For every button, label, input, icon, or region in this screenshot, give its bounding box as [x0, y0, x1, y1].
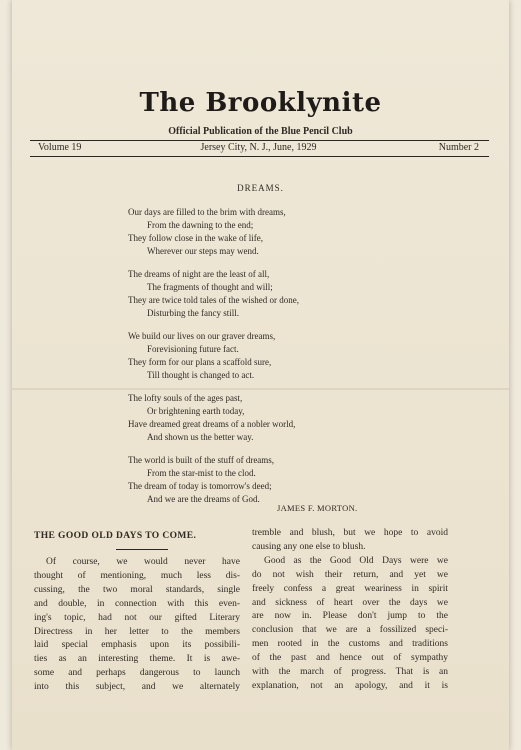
- poem-line: Our days are filled to the brim with dreams,: [128, 207, 286, 217]
- volume-label: Volume 19: [38, 142, 82, 153]
- article-line: some and perhaps dangerous to launch: [34, 668, 240, 679]
- article-line: ing's topic, had not our gifted Literary: [34, 612, 240, 623]
- masthead-title: The Brooklynite: [139, 88, 382, 118]
- poem-line: The dream of today is tomorrow's deed;: [128, 481, 272, 491]
- masthead-rule-top: [30, 140, 489, 141]
- poem-line: And shown us the better way.: [147, 432, 254, 442]
- poem-line: They form for our plans a scaffold sure,: [128, 357, 272, 367]
- poem-line: From the star-mist to the clod.: [147, 468, 256, 478]
- poem-line: The lofty souls of the ages past,: [128, 393, 243, 403]
- article-line: Good as the Good Old Days were we: [264, 555, 448, 566]
- article-line: conclusion that we are a fossilized speci-: [252, 625, 448, 636]
- article-title: THE GOOD OLD DAYS TO COME.: [34, 531, 197, 541]
- article-line: laid special emphasis upon its possibili-: [34, 640, 240, 651]
- masthead-subtitle: Official Publication of the Blue Pencil Club: [168, 126, 353, 137]
- article-line: Directress in her letter to the members: [34, 626, 240, 637]
- poem-line: Wherever our steps may wend.: [147, 246, 259, 256]
- newsletter-page: [12, 0, 509, 750]
- article-title-rule: [116, 549, 168, 550]
- poem-line: Have dreamed great dreams of a nobler world,: [128, 419, 296, 429]
- article-line: thought of mentioning, much less dis-: [34, 570, 240, 581]
- poem-author: JAMES F. MORTON.: [277, 503, 358, 513]
- poem-line: The dreams of night are the least of all,: [128, 269, 270, 279]
- poem-line: They are twice told tales of the wished or done,: [128, 295, 299, 305]
- article-line: ties as an interesting theme. It is awe-: [34, 654, 240, 665]
- poem-stanza: [128, 330, 428, 382]
- poem-title: DREAMS.: [237, 183, 284, 193]
- article-line: freely confess a great weariness in spirit: [252, 583, 448, 594]
- poem-line: Disturbing the fancy still.: [147, 308, 239, 318]
- place-date: Jersey City, N. J., June, 1929: [200, 142, 317, 153]
- poem-line: And we are the dreams of God.: [147, 494, 260, 504]
- poem-stanza: [128, 268, 428, 320]
- article-line: are now in. Please don't jump to the: [252, 611, 448, 622]
- issue-number: Number 2: [438, 142, 479, 153]
- poem-stanza: [128, 206, 428, 258]
- article-line: and double, in connection with this even-: [34, 598, 240, 609]
- article-column-1: [34, 556, 240, 695]
- poem-line: The fragments of thought and will;: [147, 282, 273, 292]
- poem-line: We build our lives on our graver dreams,: [128, 331, 276, 341]
- article-line: do not wish their return, and yet we: [252, 569, 448, 580]
- article-line: causing any one else to blush.: [252, 541, 366, 552]
- dateline: [38, 142, 479, 155]
- article-line: into this subject, and we alternately: [34, 682, 240, 693]
- article-line: explanation, not an apology, and it is: [252, 680, 448, 691]
- poem-line: Or brightening earth today,: [147, 406, 245, 416]
- article-line: tremble and blush, but we hope to avoid: [252, 528, 448, 538]
- poem-stanza: [128, 392, 428, 444]
- poem-line: Till thought is changed to act.: [147, 370, 255, 380]
- article-line: of the past and hence out of sympathy: [252, 653, 448, 664]
- article-line: and sickness of heart over the days we: [252, 597, 448, 608]
- poem-line: From the dawning to the end;: [147, 220, 254, 230]
- article-line: cussing, the two moral standards, single: [34, 584, 240, 595]
- poem-stanza: [128, 454, 428, 506]
- poem-line: They follow close in the wake of life,: [128, 233, 263, 243]
- article-line: with the march of progress. That is an: [252, 667, 448, 678]
- article-line: Of course, we would never have: [46, 557, 240, 567]
- poem-line: The world is built of the stuff of dreams,: [128, 455, 275, 465]
- masthead-rule-bottom: [30, 156, 489, 157]
- article-line: men rooted in the customs and traditions: [252, 639, 448, 650]
- article-column-2: [252, 527, 448, 694]
- poem-body: [128, 206, 428, 516]
- poem-line: Forevisioning future fact.: [147, 344, 239, 354]
